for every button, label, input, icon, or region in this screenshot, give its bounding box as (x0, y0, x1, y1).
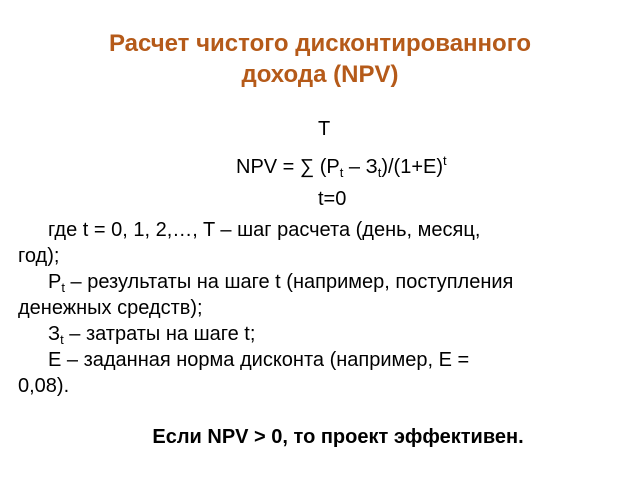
slide-title (0, 28, 640, 90)
definition-e-continued: 0,08). (18, 375, 70, 397)
formula-upper-limit: T (318, 118, 331, 140)
conclusion-text: Если NPV > 0, то проект эффективен. (152, 426, 524, 448)
formula-sub-z: t (377, 165, 382, 180)
z-symbol: З (48, 323, 61, 345)
formula-rhs: )/(1+E) (381, 156, 443, 178)
formula-lower-limit: t=0 (318, 188, 347, 210)
definition-p (18, 269, 630, 295)
title-line-1: Расчет чистого дисконтированного (108, 30, 532, 57)
npv-formula (236, 153, 447, 180)
definition-t-continued: год); (18, 245, 60, 267)
definition-z (18, 321, 630, 347)
p-subscript: t (61, 280, 65, 295)
formula-sub-p: t (339, 165, 344, 180)
definition-e: E – заданная норма дисконта (например, E = (48, 349, 470, 371)
title-line-2: дохода (NPV) (241, 61, 399, 88)
formula-sup-exponent: t (443, 153, 447, 168)
p-description: – результаты на шаге t (например, поступления (64, 271, 514, 293)
z-subscript: t (60, 332, 64, 347)
z-description: – затраты на шаге t; (63, 323, 256, 345)
definition-t: где t = 0, 1, 2,…, T – шаг расчета (день, месяц, (48, 219, 481, 241)
definition-p-continued: денежных средств); (18, 297, 203, 319)
formula-minus: – З (343, 156, 378, 178)
formula-lhs: NPV = ∑ (P (236, 156, 340, 178)
definitions-block (18, 217, 630, 399)
p-symbol: P (48, 271, 62, 293)
